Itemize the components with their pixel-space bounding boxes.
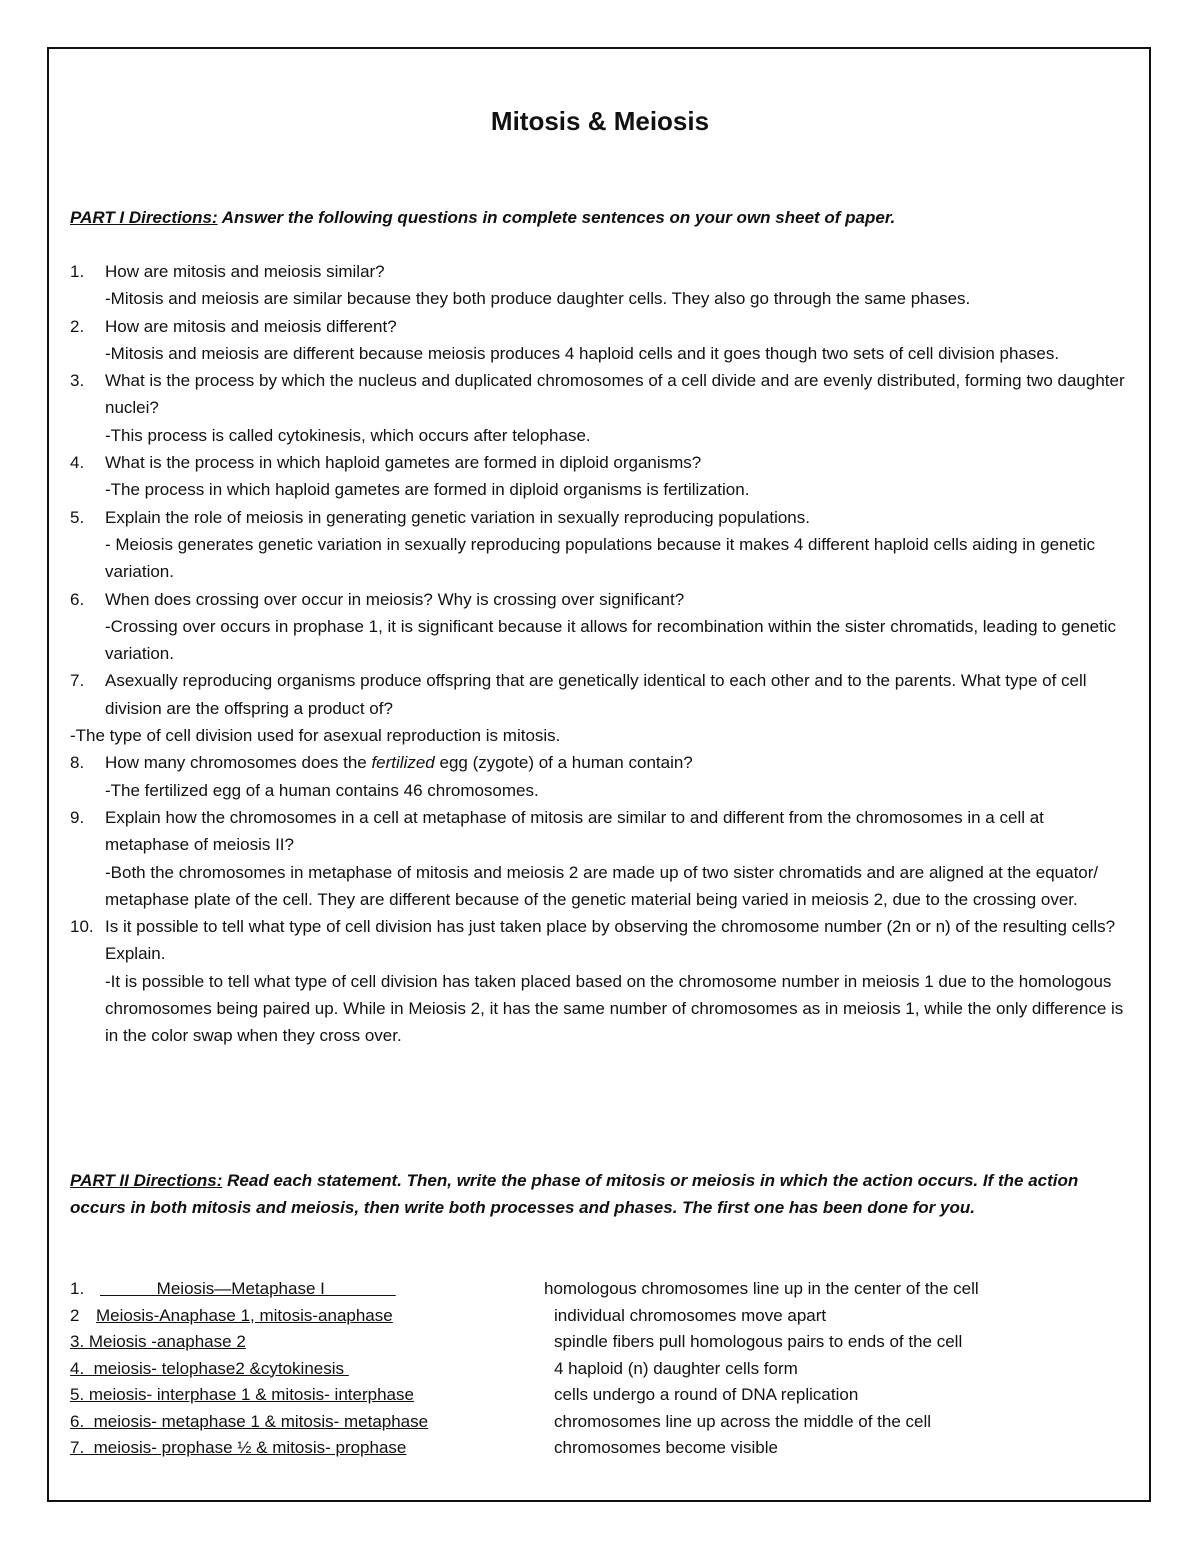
question-10: 10. Is it possible to tell what type of cell division has just taken place by observing the chromosome number (2n or n) of the resulting cells? Explain. -It is possible to tell what type of cell division has taken placed based on the chromosome number in meiosis 1 due to the homologous chromosomes being paired up. While in Meiosis 2, it has the same number of chromosomes as in meiosis 1, while the only difference is in the color swap when they cross over. (70, 913, 1130, 1049)
part1-label: PART I Directions: (70, 208, 218, 227)
question-9: 9. Explain how the chromosomes in a cell at metaphase of mitosis are similar to and different from the chromosomes in a cell at metaphase of meiosis II? -Both the chromosomes in metaphase of mitosis and meiosis 2 are made up of two sister chromatids and are aligned at the equator/ metaphase plate of the cell. They are different because of the genetic material being varied in meiosis 2, due to the crossing over. (70, 804, 1130, 913)
question-4: 4. What is the process in which haploid gametes are formed in diploid organisms? -The process in which haploid gametes are formed in diploid organisms is fertilization. (70, 449, 1130, 504)
answer-7-text: -The type of cell division used for asexual reproduction is mitosis. (70, 726, 561, 746)
phase-statement: 4 haploid (n) daughter cells form (554, 1358, 798, 1378)
question-text: Explain how the chromosomes in a cell at metaphase of mitosis are similar to and different from the chromosomes in a cell at metaphase of meiosis II? (105, 807, 1044, 855)
part2-text: Read each statement. Then, write the phase of mitosis or meiosis in which the action occurs. If the action occurs in both mitosis and meiosis, then write both processes and phases. The first one has been done for you. (70, 1171, 1079, 1217)
question-2: 2. How are mitosis and meiosis different? -Mitosis and meiosis are different because meiosis produces 4 haploid cells and it goes though two sets of cell division phases. (70, 313, 1130, 368)
phase-answer: 5. meiosis- interphase 1 & mitosis- interphase (70, 1385, 414, 1404)
answer-text: -Mitosis and meiosis are different because meiosis produces 4 haploid cells and it goes though two sets of cell division phases. (105, 343, 1060, 363)
answer-text: -The fertilized egg of a human contains 46 chromosomes. (105, 780, 539, 800)
answer-text: -Mitosis and meiosis are similar because they both produce daughter cells. They also go through the same phases. (105, 289, 971, 309)
phase-answer: 3. Meiosis -anaphase 2 (70, 1332, 246, 1351)
part1-text: Answer the following questions in complete sentences on your own sheet of paper. (217, 208, 896, 227)
answer-text: -Crossing over occurs in prophase 1, it is significant because it allows for recombination within the sister chromatids, leading to genetic variation. (105, 616, 1117, 664)
question-text: How are mitosis and meiosis similar? (105, 262, 385, 281)
answer-text: -This process is called cytokinesis, which occurs after telophase. (105, 425, 591, 445)
question-text: How many chromosomes does the fertilized egg (zygote) of a human contain? (105, 753, 693, 773)
question-8: 8. How many chromosomes does the fertilized egg (zygote) of a human contain? -The fertilized egg of a human contains 46 chromosomes. (70, 749, 1130, 804)
phase-row (70, 1329, 1130, 1356)
phase-row (70, 1382, 1130, 1409)
phase-list (70, 1276, 1130, 1462)
question-list (70, 258, 1130, 1050)
question-3: 3. What is the process by which the nucleus and duplicated chromosomes of a cell divide and are evenly distributed, forming two daughter nuclei? -This process is called cytokinesis, which occurs after telophase. (70, 367, 1130, 449)
question-text: Asexually reproducing organisms produce offspring that are genetically identical to each other and to the parents. What type of cell division are the offspring a product of? (105, 671, 1087, 718)
phase-answer: Meiosis-Anaphase 1, mitosis-anaphase (96, 1305, 393, 1325)
phase-row: 2 Meiosis-Anaphase 1, mitosis-anaphase individual chromosomes move apart (70, 1303, 1130, 1330)
phase-statement: homologous chromosomes line up in the center of the cell (544, 1279, 979, 1298)
phase-row (70, 1409, 1130, 1436)
phase-answer: 7. meiosis- prophase ½ & mitosis- prophase (70, 1438, 407, 1457)
phase-answer: 4. meiosis- telophase2 &cytokinesis (70, 1358, 349, 1378)
answer-text: -Both the chromosomes in metaphase of mitosis and meiosis 2 are made up of two sister chromatids and are aligned at the equator/ metaphase plate of the cell. They are different because of the genetic material being varied in meiosis 2, due to the crossing over. (105, 862, 1099, 909)
phase-statement: individual chromosomes move apart (554, 1305, 827, 1325)
phase-row (70, 1435, 1130, 1462)
question-text: Explain the role of meiosis in generating genetic variation in sexually reproducing populations. (105, 507, 810, 527)
phase-statement: chromosomes become visible (554, 1438, 778, 1457)
phase-answer: Meiosis—Metaphase I (100, 1279, 396, 1298)
phase-statement: cells undergo a round of DNA replication (554, 1385, 859, 1404)
question-1: 1. How are mitosis and meiosis similar? -Mitosis and meiosis are similar because they both produce daughter cells. They also go through the same phases. (70, 258, 1130, 313)
question-6: 6. When does crossing over occur in meiosis? Why is crossing over significant? -Crossing over occurs in prophase 1, it is significant because it allows for recombination within the sister chromatids, leading to genetic variation. (70, 586, 1130, 668)
phase-row (70, 1356, 1130, 1383)
phase-row: 1. Meiosis—Metaphase I homologous chromosomes line up in the center of the cell (70, 1276, 1130, 1303)
phase-answer: 6. meiosis- metaphase 1 & mitosis- metaphase (70, 1411, 429, 1431)
answer-text: - Meiosis generates genetic variation in sexually reproducing populations because it makes 4 different haploid cells aiding in genetic variation. (105, 534, 1096, 582)
answer-text: -It is possible to tell what type of cell division has taken placed based on the chromosome number in meiosis 1 due to the homologous chromosomes being paired up. While in Meiosis 2, it has the same number of chromosomes as in meiosis 1, while the only difference is in the color swap when they cross over. (105, 971, 1124, 1046)
question-7: 7. Asexually reproducing organisms produce offspring that are genetically identical to each other and to the parents. What type of cell division are the offspring a product of? (70, 667, 1130, 722)
question-5: 5. Explain the role of meiosis in generating genetic variation in sexually reproducing populations. - Meiosis generates genetic variation in sexually reproducing populations because it makes 4 different haploid cells aiding in genetic variation. (70, 504, 1130, 586)
part1-directions (70, 204, 1130, 231)
question-text: What is the process in which haploid gametes are formed in diploid organisms? (105, 453, 702, 473)
question-text: When does crossing over occur in meiosis? Why is crossing over significant? (105, 589, 685, 609)
part2-directions (70, 1167, 1130, 1221)
question-text: How are mitosis and meiosis different? (105, 316, 397, 336)
part2-label: PART II Directions: (70, 1171, 223, 1190)
question-text: Is it possible to tell what type of cell division has just taken place by observing the chromosome number (2n or n) of the resulting cells? Explain. (105, 917, 1116, 964)
phase-statement: chromosomes line up across the middle of the cell (554, 1411, 932, 1431)
question-text: What is the process by which the nucleus and duplicated chromosomes of a cell divide and are evenly distributed, forming two daughter nuclei? (105, 371, 1125, 418)
answer-text: -The process in which haploid gametes are formed in diploid organisms is fertilization. (105, 480, 750, 500)
page-title: Mitosis & Meiosis (490, 106, 710, 136)
phase-statement: spindle fibers pull homologous pairs to ends of the cell (554, 1332, 963, 1351)
